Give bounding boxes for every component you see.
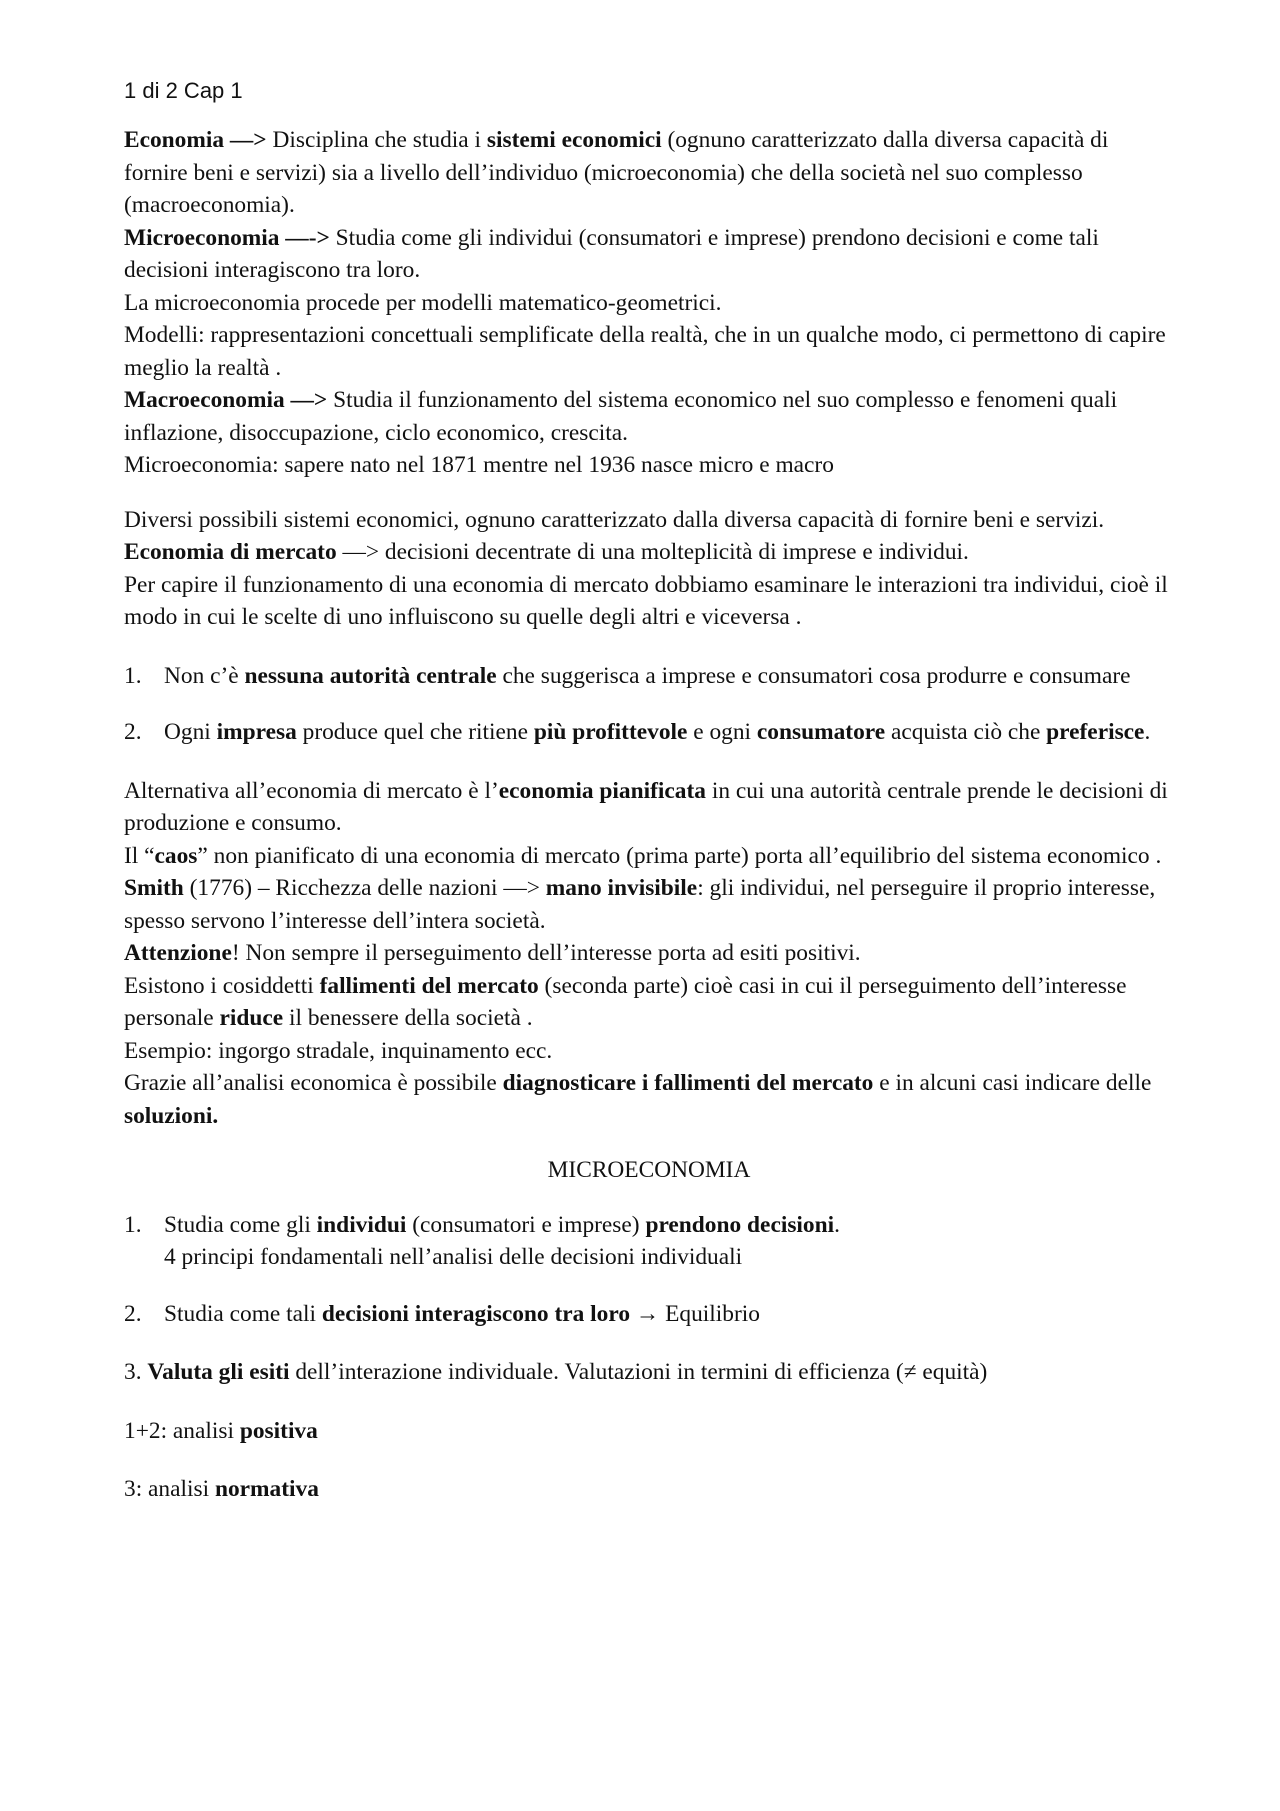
term-economia: Economia —> (124, 127, 267, 153)
list-item: 2. Studia come tali decisioni interagiscono tra loro → Equilibrio (124, 1300, 760, 1327)
paragraph-microeconomia: Microeconomia —-> Studia come gli individui (consumatori e imprese) prendono decisioni e come tali decisioni interagiscono tra loro. (124, 224, 1099, 283)
paragraph-analisi-positiva: 1+2: analisi positiva (124, 1417, 318, 1444)
page-header: 1 di 2 Cap 1 (124, 78, 243, 103)
paragraph-diagnose: Grazie all’analisi economica è possibile diagnosticare i fallimenti del mercato e in alcuni casi indicare delle soluzioni. (124, 1070, 1152, 1129)
paragraph-attenzione: Attenzione! Non sempre il perseguimento dell’interesse porta ad esiti positivi. (124, 940, 861, 966)
paragraph-macroeconomia: Macroeconomia —> Studia il funzionamento del sistema economico nel suo complesso e fenomeni quali inflazione, disoccupazione, ciclo economico, crescita. (124, 387, 1118, 446)
paragraph-smith: Smith (1776) – Ricchezza delle nazioni —> mano invisibile: gli individui, nel perseguire il proprio interesse, spesso servono l’interesse dell’intera società. (124, 875, 1156, 934)
list-subline: 4 principi fondamentali nell’analisi delle decisioni individuali (164, 1244, 743, 1270)
paragraph-caos: Il “caos” non pianificato di una economia di mercato (prima parte) porta all’equilibrio del sistema economico . (124, 842, 1162, 869)
term-macroeconomia: Macroeconomia —> (124, 387, 328, 413)
section-title-microeconomia: MICROECONOMIA (547, 1157, 751, 1183)
paragraph-models-def: Modelli: rappresentazioni concettuali semplificate della realtà, che in un qualche modo, ci permettono di capire meglio la realtà . (124, 322, 1166, 381)
paragraph-history: Microeconomia: sapere nato nel 1871 mentre nel 1936 nasce micro e macro (124, 452, 834, 478)
document-body (124, 124, 1174, 1506)
list-item: 2. Ogni impresa produce quel che ritiene più profittevole e ogni consumatore acquista ciò che preferisce. (124, 719, 1151, 745)
paragraph-economia: Economia —> Disciplina che studia i sistemi economici (ognuno caratterizzato dalla diversa capacità di fornire beni e servizi) sia a livello dell’individuo (microeconomia) che della società nel suo complesso (macroeconomia). (124, 127, 1109, 218)
paragraph-example: Esempio: ingorgo stradale, inquinamento ecc. (124, 1037, 553, 1064)
list-item: 1. Non c’è nessuna autorità centrale che suggerisca a imprese e consumatori cosa produrre e consumare (124, 662, 1131, 689)
paragraph-systems: Diversi possibili sistemi economici, ognuno caratterizzato dalla diversa capacità di fornire beni e servizi. (124, 506, 1105, 533)
paragraph-market-economy: Economia di mercato —> decisioni decentrate di una molteplicità di imprese e individui. (124, 539, 969, 565)
term-microeconomia: Microeconomia —-> (124, 224, 330, 251)
market-list (124, 660, 1174, 749)
paragraph-valuta-esiti: 3. Valuta gli esiti dell’interazione individuale. Valutazioni in termini di efficienza (≠ equità) (124, 1359, 988, 1385)
paragraph-market-failures: Esistono i cosiddetti fallimenti del mercato (seconda parte) cioè casi in cui il perseguimento dell’interesse personale riduce il benessere della società . (124, 972, 1127, 1031)
micro-list (124, 1209, 1174, 1331)
list-item: 1. Studia come gli individui (consumatori e imprese) prendono decisioni. 4 principi fondamentali nell’analisi delle decisioni individuali (124, 1211, 840, 1270)
paragraph-planned-economy: Alternativa all’economia di mercato è l’economia pianificata in cui una autorità centrale prende le decisioni di produzione e consumo. (124, 777, 1168, 836)
paragraph-models: La microeconomia procede per modelli matematico-geometrici. (124, 289, 722, 316)
term-market-economy: Economia di mercato (124, 539, 337, 565)
paragraph-interactions: Per capire il funzionamento di una economia di mercato dobbiamo esaminare le interazioni tra individui, cioè il modo in cui le scelte di uno influiscono su quelle degli altri e viceversa . (124, 571, 1168, 630)
paragraph-analisi-normativa: 3: analisi normativa (124, 1476, 319, 1502)
